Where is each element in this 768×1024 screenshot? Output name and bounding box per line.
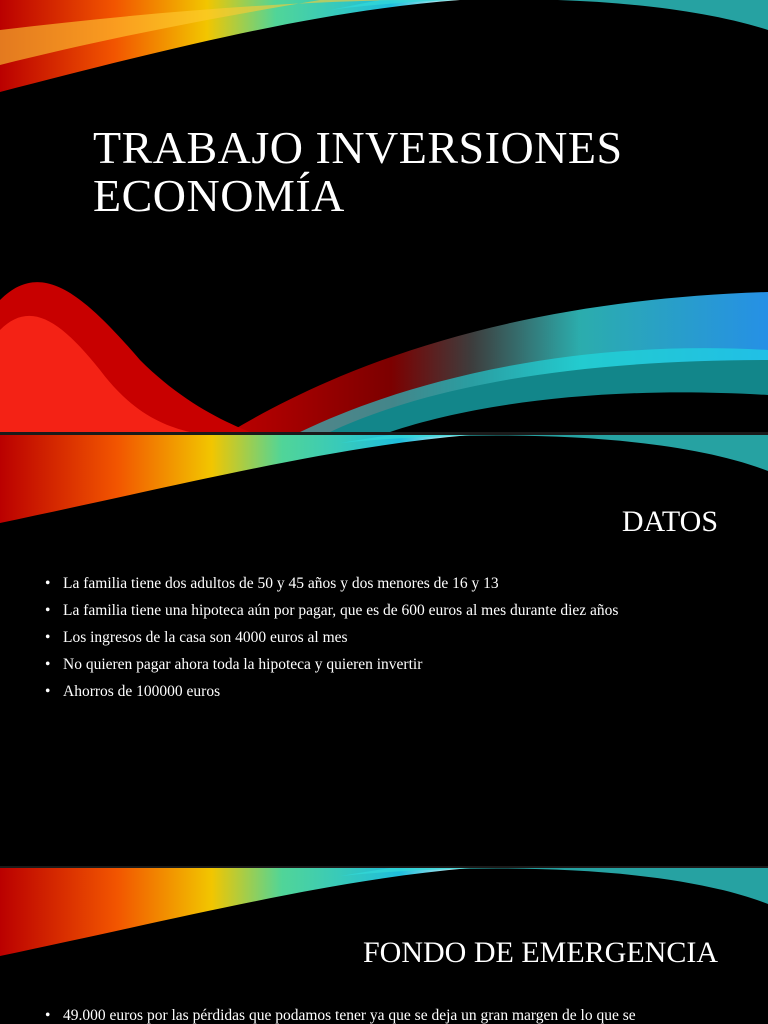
fondo-bullet-list: [45, 1006, 636, 1024]
list-item: • La familia tiene una hipoteca aún por pagar, que es de 600 euros al mes durante diez años: [45, 602, 619, 619]
title-slide: [0, 0, 768, 432]
list-item: • No quieren pagar ahora toda la hipoteca y quieren invertir: [45, 656, 423, 673]
bullet-icon: •: [45, 656, 51, 673]
list-item: • Los ingresos de la casa son 4000 euros al mes: [45, 629, 348, 646]
bullet-icon: •: [45, 683, 51, 700]
list-item: • La familia tiene dos adultos de 50 y 45 años y dos menores de 16 y 13: [45, 575, 499, 592]
bullet-icon: •: [45, 1007, 51, 1024]
list-item: • Ahorros de 100000 euros: [45, 683, 221, 700]
bullet-icon: •: [45, 602, 51, 619]
title-line-2: ECONOMÍA: [93, 170, 345, 221]
bullet-icon: •: [45, 629, 51, 646]
data-slide: [0, 435, 768, 867]
slide-heading-fondo: FONDO DE EMERGENCIA: [363, 936, 718, 969]
presentation-title: [93, 124, 623, 220]
title-line-1: TRABAJO INVERSIONES: [93, 122, 623, 173]
slide-heading-datos: DATOS: [621, 505, 718, 538]
bullet-icon: •: [45, 575, 51, 592]
list-item: • 49.000 euros por las pérdidas que podamos tener ya que se deja un gran margen de lo que se: [45, 1007, 636, 1024]
emergency-fund-slide: [0, 868, 768, 1024]
datos-bullet-list: [45, 574, 618, 709]
